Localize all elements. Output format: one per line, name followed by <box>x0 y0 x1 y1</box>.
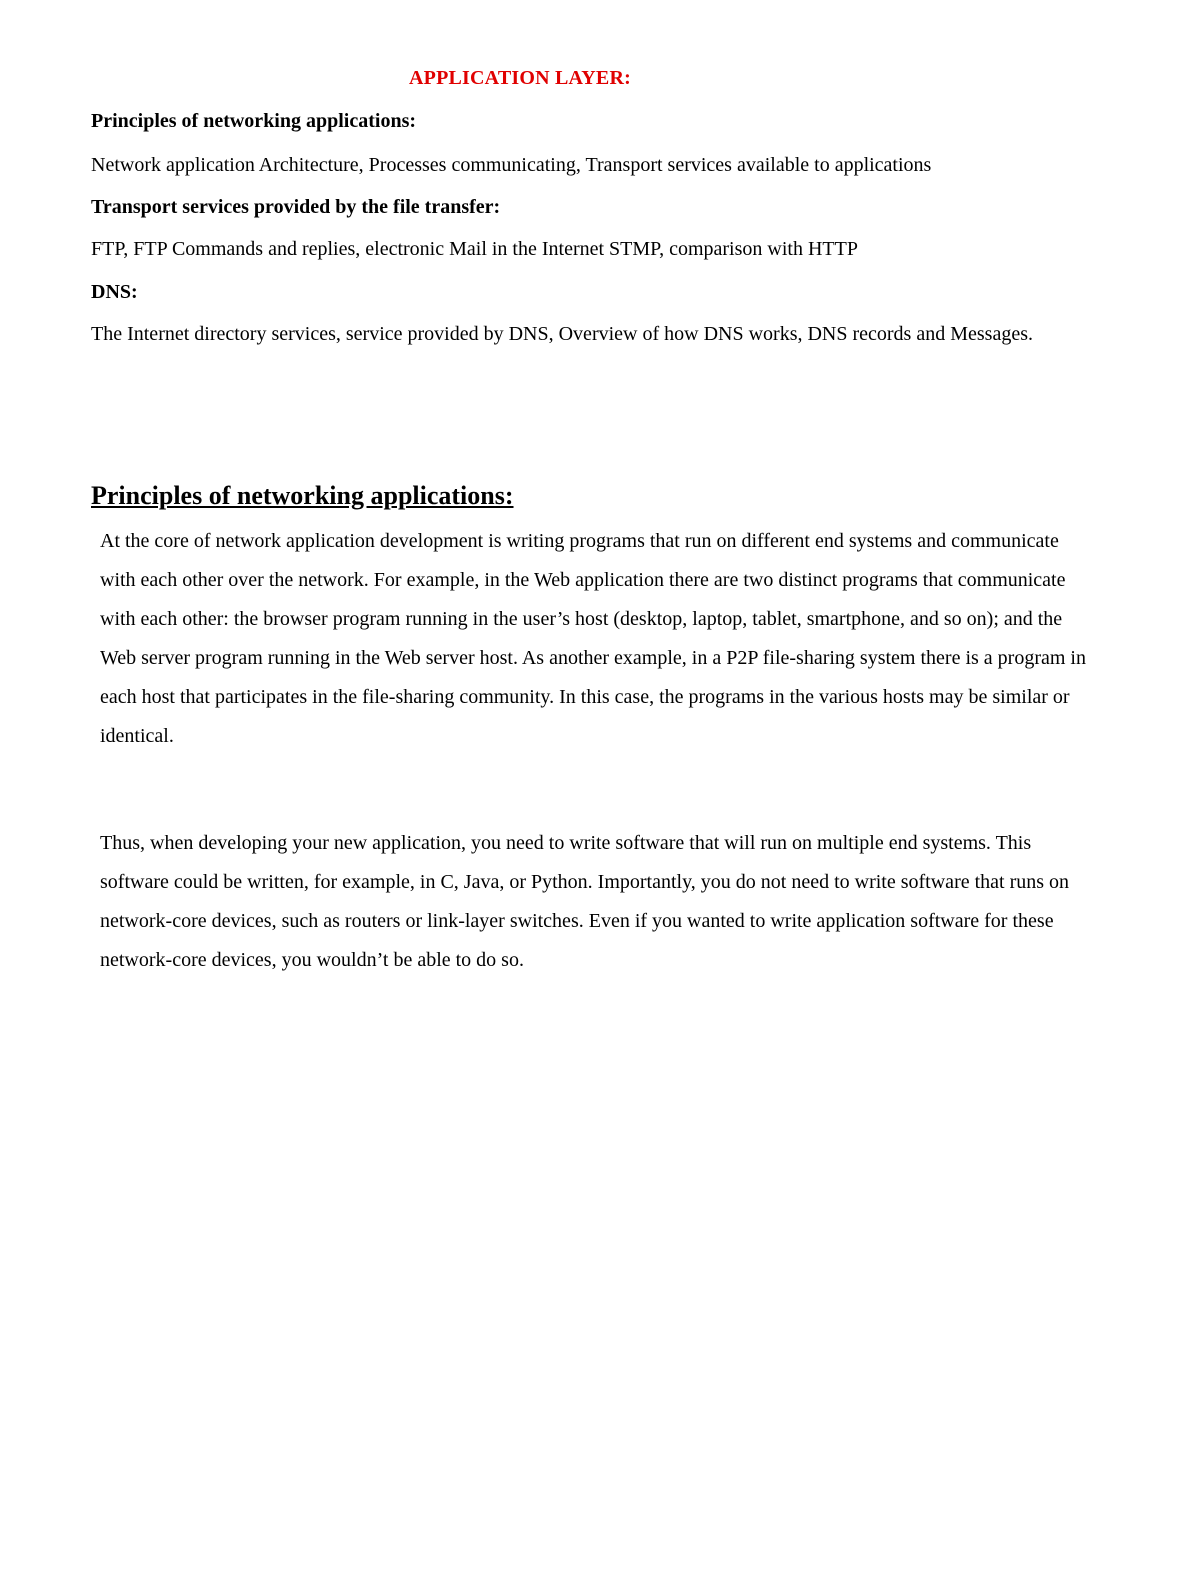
outline-heading-dns: DNS: <box>91 281 138 303</box>
section-heading: Principles of networking applications: <box>91 481 514 510</box>
outline-heading-principles: Principles of networking applications: <box>91 110 417 132</box>
body-paragraph: Thus, when developing your new application, you need to write software that will run on multiple end systems. This software could be written, for example, in C, Java, or Python. Importantly, you do not need to write software that runs on network-core devices, such as routers or link-layer switches. Even if you wanted to write application software for these network-core devices, you wouldn’t be able to do so. <box>100 832 1070 971</box>
body-paragraph: At the core of network application development is writing programs that run on different end systems and communicate with each other over the network. For example, in the Web application there are two distinct programs that communicate with each other: the browser program running in the user’s host (desktop, laptop, tablet, smartphone, and so on); and the Web server program running in the Web server host. As another example, in a P2P file-sharing system there is a program in each host that participates in the file-sharing community. In this case, the programs in the various hosts may be similar or identical. <box>100 530 1086 747</box>
document-title: APPLICATION LAYER: <box>409 67 631 89</box>
outline-text-transport: FTP, FTP Commands and replies, electronic Mail in the Internet STMP, comparison with HTTP <box>91 238 858 260</box>
outline-text-principles: Network application Architecture, Processes communicating, Transport services available to applications <box>91 154 932 176</box>
outline-heading-transport: Transport services provided by the file transfer: <box>91 196 501 218</box>
outline-text-dns: The Internet directory services, service provided by DNS, Overview of how DNS works, DNS records and Messages. <box>91 323 1033 345</box>
